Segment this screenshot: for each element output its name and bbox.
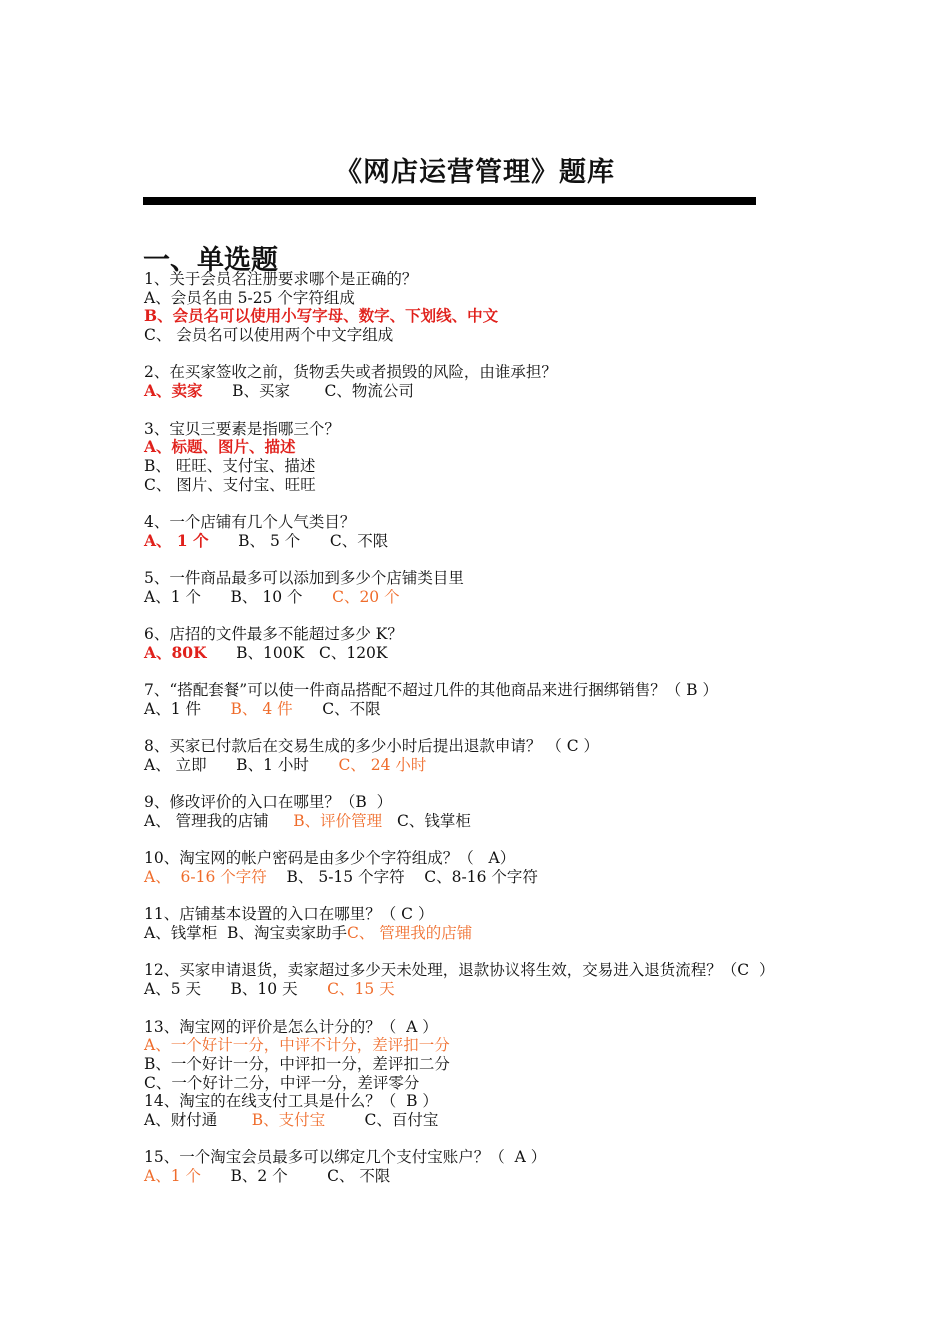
question-text: 7、“搭配套餐”可以使一件商品搭配不超过几件的其他商品来进行捆绑销售？（ B ） bbox=[144, 681, 718, 700]
question-text: 3、宝贝三要素是指哪三个？ bbox=[144, 419, 340, 438]
title-underline bbox=[143, 197, 756, 205]
answer-options-line bbox=[144, 1036, 824, 1055]
answer-options-line bbox=[144, 476, 824, 495]
answer-options-line bbox=[144, 1167, 824, 1186]
answer-options-line bbox=[144, 1111, 824, 1130]
answer-option: A、5 天 B、10 天 bbox=[144, 980, 328, 999]
highlighted-answer: C、 管理我的店铺 bbox=[346, 924, 473, 943]
answer-option: C、钱掌柜 bbox=[382, 811, 471, 830]
answer-option: A、1 个 B、 10 个 bbox=[144, 587, 333, 606]
question-block bbox=[144, 1018, 824, 1093]
answer-options-line bbox=[144, 980, 824, 999]
question-block bbox=[144, 793, 824, 830]
question-text: 9、修改评价的入口在哪里？（B ） bbox=[144, 793, 393, 812]
highlighted-answer: B、 4 件 bbox=[230, 699, 293, 718]
answer-options-line bbox=[144, 307, 824, 326]
answer-options-line bbox=[144, 326, 824, 345]
highlighted-answer: C、 24 小时 bbox=[338, 755, 427, 774]
answer-option: C、 图片、支付宝、旺旺 bbox=[144, 475, 316, 494]
question-block bbox=[144, 420, 824, 495]
answer-option: B、 5 个 C、不限 bbox=[208, 531, 389, 550]
answer-options-line bbox=[144, 756, 824, 775]
question-block bbox=[144, 737, 824, 774]
question-block bbox=[144, 363, 824, 400]
question-text: 8、买家已付款后在交易生成的多少小时后提出退款申请？ （ C ） bbox=[144, 737, 600, 756]
question-block bbox=[144, 905, 824, 942]
answer-options-line bbox=[144, 700, 824, 719]
answer-option: B、2 个 C、 不限 bbox=[200, 1167, 391, 1185]
question-block bbox=[144, 849, 824, 886]
question-text: 4、一个店铺有几个人气类目？ bbox=[144, 512, 356, 531]
answer-option: B、 5-15 个字符 C、8-16 个字符 bbox=[266, 868, 538, 886]
answer-option: A、1 件 bbox=[144, 699, 231, 718]
question-text: 11、店铺基本设置的入口在哪里？（ C ） bbox=[144, 905, 434, 924]
answer-option: C、百付宝 bbox=[325, 1110, 439, 1129]
highlighted-answer: C、20 个 bbox=[332, 587, 400, 606]
highlighted-answer: C、15 天 bbox=[327, 980, 395, 999]
question-block bbox=[144, 1148, 824, 1185]
answer-options-line bbox=[144, 438, 824, 457]
question-text: 15、一个淘宝会员最多可以绑定几个支付宝账户？（ A ） bbox=[144, 1148, 547, 1167]
question-text: 5、一件商品最多可以添加到多少个店铺类目里 bbox=[144, 569, 464, 587]
answer-option: C、不限 bbox=[292, 699, 381, 718]
answer-options-line bbox=[144, 457, 824, 476]
answer-options-line bbox=[144, 1055, 824, 1074]
section-heading: 一、单选题 bbox=[143, 245, 278, 276]
answer-options-line bbox=[144, 644, 824, 663]
answer-options-line bbox=[144, 382, 824, 401]
answer-options-line bbox=[144, 812, 824, 831]
highlighted-answer: A、一个好计一分，中评不计分，差评扣一分 bbox=[144, 1036, 450, 1055]
answer-option: A、 立即 B、1 小时 bbox=[144, 755, 339, 774]
answer-options-line bbox=[144, 588, 824, 607]
highlighted-answer: B、评价管理 bbox=[293, 811, 383, 830]
highlighted-answer: A、 6-16 个字符 bbox=[144, 868, 267, 886]
question-block bbox=[144, 961, 824, 998]
answer-option: A、会员名由 5-25 个字符组成 bbox=[144, 288, 355, 307]
answer-option: A、财付通 bbox=[144, 1110, 252, 1129]
answer-option: B、买家 C、物流公司 bbox=[202, 382, 414, 401]
answer-option: A、 管理我的店铺 bbox=[144, 811, 294, 830]
answer-option: C、 会员名可以使用两个中文字组成 bbox=[144, 326, 394, 345]
highlighted-answer: A、标题、图片、描述 bbox=[144, 437, 296, 457]
answer-options-line bbox=[144, 868, 824, 887]
question-text: 6、店招的文件最多不能超过多少 K？ bbox=[144, 625, 403, 644]
question-block bbox=[144, 625, 824, 662]
question-block bbox=[144, 270, 824, 345]
highlighted-answer: A、卖家 bbox=[144, 381, 203, 401]
answer-option: B、100K C、120K bbox=[206, 643, 388, 662]
question-text: 12、买家申请退货，卖家超过多少天未处理，退款协议将生效，交易进入退货流程？（C ） bbox=[144, 961, 775, 980]
highlighted-answer: A、80K bbox=[144, 642, 207, 662]
answer-option: C、一个好计二分，中评一分，差评零分 bbox=[144, 1073, 420, 1092]
answer-options-line bbox=[144, 1074, 824, 1093]
answer-options-line bbox=[144, 532, 824, 551]
document-title: 《网店运营管理》题库 bbox=[335, 157, 615, 188]
answer-option: B、 旺旺、支付宝、描述 bbox=[144, 456, 316, 475]
answer-options-line bbox=[144, 924, 824, 943]
question-text: 1、关于会员名注册要求哪个是正确的？ bbox=[144, 270, 418, 288]
highlighted-answer: A、 1 个 bbox=[144, 530, 209, 550]
question-text: 2、在买家签收之前，货物丢失或者损毁的风险，由谁承担？ bbox=[144, 363, 557, 382]
question-text: 14、淘宝的在线支付工具是什么？（ B ） bbox=[144, 1092, 438, 1111]
question-block bbox=[144, 1092, 824, 1129]
highlighted-answer: A、1 个 bbox=[144, 1167, 201, 1185]
question-block bbox=[144, 513, 824, 550]
question-text: 13、淘宝网的评价是怎么计分的？（ A ） bbox=[144, 1017, 438, 1036]
highlighted-answer: B、支付宝 bbox=[251, 1110, 326, 1129]
question-block bbox=[144, 569, 824, 606]
question-block bbox=[144, 681, 824, 718]
answer-options-line bbox=[144, 289, 824, 308]
answer-option: B、一个好计一分，中评扣一分，差评扣二分 bbox=[144, 1054, 450, 1073]
answer-option: A、钱掌柜 B、淘宝卖家助手 bbox=[144, 924, 347, 943]
question-text: 10、淘宝网的帐户密码是由多少个字符组成？（ A） bbox=[144, 849, 516, 868]
question-list bbox=[144, 270, 824, 1204]
highlighted-answer: B、会员名可以使用小写字母、数字、下划线、中文 bbox=[144, 306, 499, 326]
